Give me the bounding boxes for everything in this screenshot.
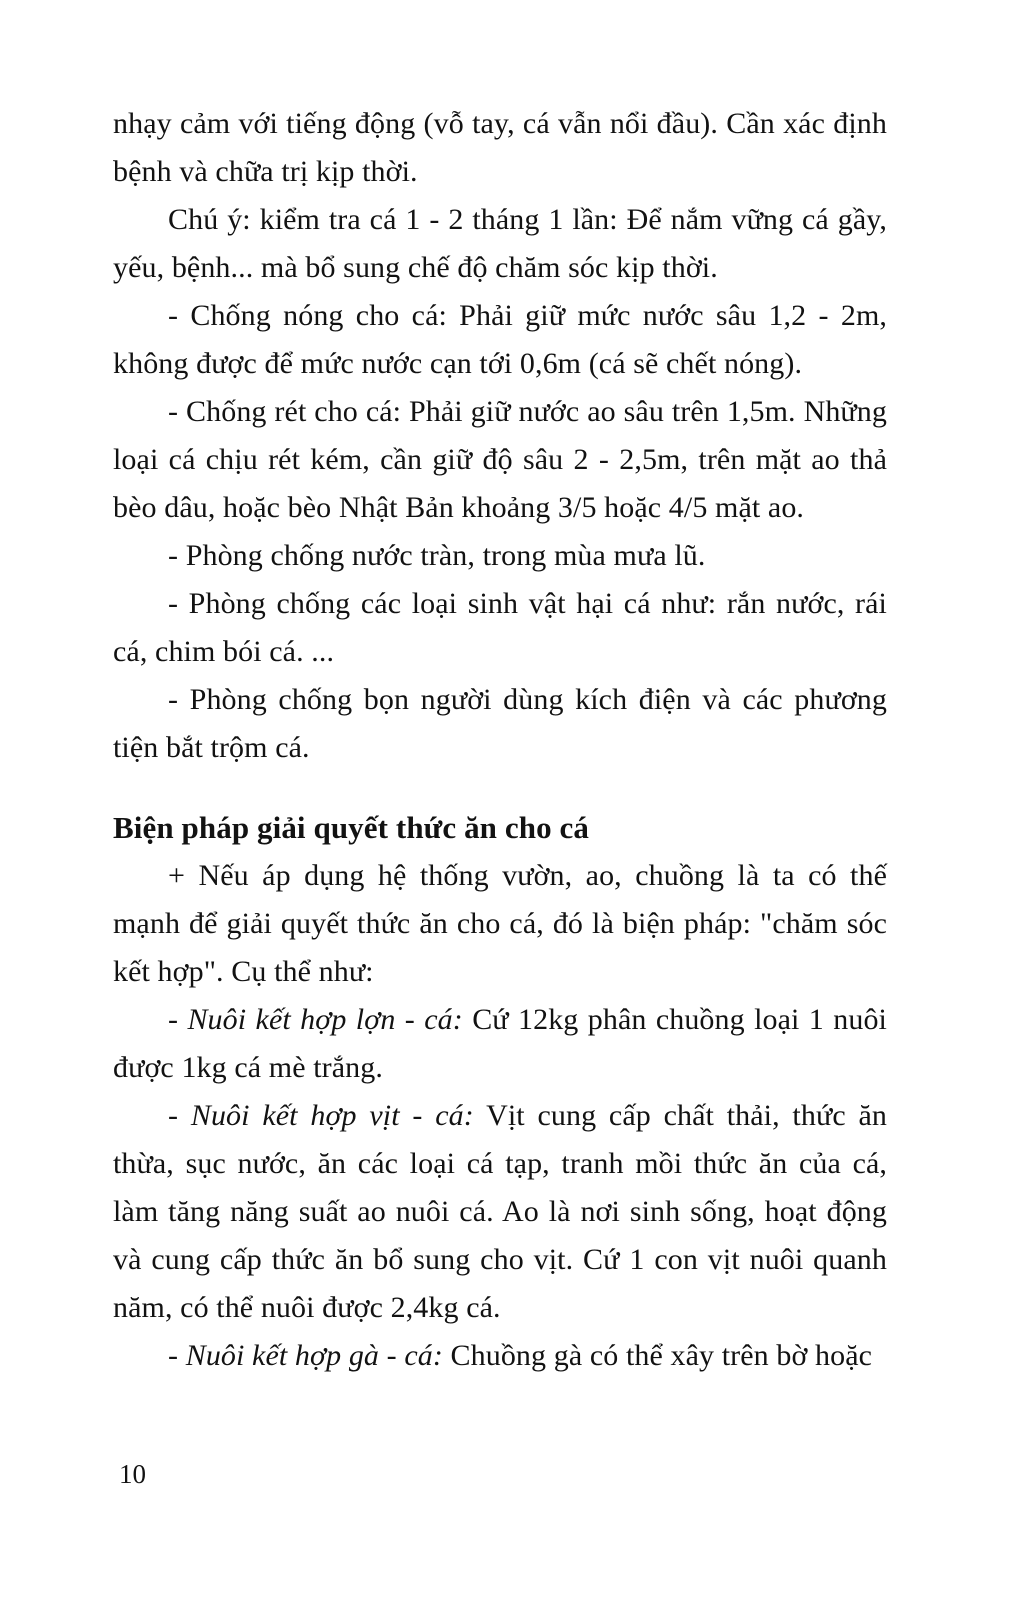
paragraph-vit-ca-lead: Nuôi kết hợp vịt - cá: <box>190 1099 474 1132</box>
paragraph-lon-ca-lead: Nuôi kết hợp lợn - cá: <box>187 1003 463 1036</box>
list-dash: - <box>168 1099 191 1132</box>
paragraph-chong-ret: - Chống rét cho cá: Phải giữ nước ao sâu trên 1,5m. Những loại cá chịu rét kém, cần giữ độ sâu 2 - 2,5m, trên mặt ao thả bèo dâu, hoặc bèo Nhật Bản khoảng 3/5 hoặc 4/5 mặt ao. <box>113 395 887 524</box>
paragraph-chu-y: Chú ý: kiểm tra cá 1 - 2 tháng 1 lần: Để nắm vững cá gầy, yếu, bệnh... mà bổ sung chế độ chăm sóc kịp thời. <box>113 203 887 284</box>
paragraph-vit-ca <box>113 1092 887 1332</box>
paragraph-ga-ca-lead: Nuôi kết hợp gà - cá: <box>185 1339 443 1372</box>
paragraph-phong-nuoc-tran: - Phòng chống nước tràn, trong mùa mưa lũ. <box>168 539 706 572</box>
page-number: 10 <box>119 1459 146 1489</box>
paragraph-vit-ca-body: Vịt cung cấp chất thải, thức ăn thừa, sục nước, ăn các loại cá tạp, tranh mồi thức ăn của cá, làm tăng năng suất ao nuôi cá. Ao là nơi sinh sống, hoạt động và cung cấp thức ăn bổ sung cho vịt. Cứ 1 con vịt nuôi quanh năm, có thể nuôi được 2,4kg cá. <box>113 1099 887 1324</box>
paragraph-neu-ap-dung: + Nếu áp dụng hệ thống vườn, ao, chuồng là ta có thế mạnh để giải quyết thức ăn cho cá, đó là biện pháp: "chăm sóc kết hợp". Cụ thể như: <box>113 859 887 988</box>
list-dash: - <box>168 1339 186 1372</box>
paragraph-intro-continuation: nhạy cảm với tiếng động (vỗ tay, cá vẫn nổi đầu). Cần xác định bệnh và chữa trị kịp thời. <box>113 107 887 188</box>
paragraph-lon-ca-body: Cứ 12kg phân chuồng loại 1 nuôi được 1kg cá mè trắng. <box>113 1003 887 1084</box>
text-block <box>113 100 887 1380</box>
list-dash: - <box>168 1003 188 1036</box>
paragraph-phong-sinh-vat: - Phòng chống các loại sinh vật hại cá như: rắn nước, rái cá, chim bói cá. ... <box>113 587 887 668</box>
paragraph-ga-ca-body: Chuồng gà có thể xây trên bờ hoặc <box>442 1339 873 1372</box>
section-heading-bien-phap: Biện pháp giải quyết thức ăn cho cá <box>113 810 589 845</box>
paragraph-ga-ca <box>113 1332 887 1380</box>
paragraph-chong-nong: - Chống nóng cho cá: Phải giữ mức nước sâu 1,2 - 2m, không được để mức nước cạn tới 0,6m (cá sẽ chết nóng). <box>113 299 887 380</box>
paragraph-phong-trom: - Phòng chống bọn người dùng kích điện và các phương tiện bắt trộm cá. <box>113 683 887 764</box>
paragraph-lon-ca <box>113 996 887 1092</box>
